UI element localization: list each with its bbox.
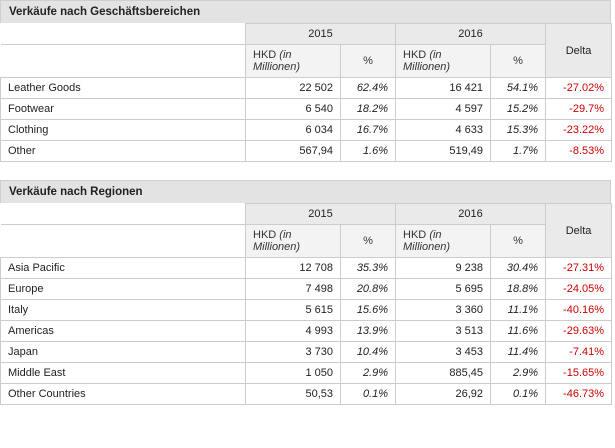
hkd-unit-label: (in Millionen) bbox=[403, 49, 451, 73]
table-header-units bbox=[1, 225, 612, 258]
table-row bbox=[1, 78, 612, 99]
cell-delta: -15.65% bbox=[546, 363, 612, 384]
hkd-label: HKD bbox=[403, 49, 427, 61]
cell-hkd-2016: 885,45 bbox=[396, 363, 491, 384]
row-label: Other Countries bbox=[1, 384, 246, 405]
hkd-label: HKD bbox=[403, 229, 427, 241]
cell-delta: -27.02% bbox=[546, 78, 612, 99]
header-pct-2015: % bbox=[341, 45, 396, 78]
cell-pct-2016: 0.1% bbox=[491, 384, 546, 405]
cell-pct-2015: 2.9% bbox=[341, 363, 396, 384]
cell-hkd-2015: 1 050 bbox=[246, 363, 341, 384]
cell-delta: -24.05% bbox=[546, 279, 612, 300]
cell-hkd-2016: 4 597 bbox=[396, 99, 491, 120]
header-corner-blank bbox=[1, 204, 246, 225]
table-row bbox=[1, 321, 612, 342]
table-row bbox=[1, 342, 612, 363]
row-label: Japan bbox=[1, 342, 246, 363]
table-row bbox=[1, 99, 612, 120]
cell-delta: -29.63% bbox=[546, 321, 612, 342]
table-row bbox=[1, 258, 612, 279]
hkd-label: HKD bbox=[253, 49, 277, 61]
table-row bbox=[1, 384, 612, 405]
cell-hkd-2016: 26,92 bbox=[396, 384, 491, 405]
cell-pct-2016: 11.6% bbox=[491, 321, 546, 342]
cell-pct-2015: 20.8% bbox=[341, 279, 396, 300]
header-pct-2016: % bbox=[491, 45, 546, 78]
header-year-2015: 2015 bbox=[246, 204, 396, 225]
cell-pct-2016: 2.9% bbox=[491, 363, 546, 384]
row-label: Leather Goods bbox=[1, 78, 246, 99]
cell-pct-2015: 13.9% bbox=[341, 321, 396, 342]
cell-hkd-2016: 3 513 bbox=[396, 321, 491, 342]
header-year-2016: 2016 bbox=[396, 204, 546, 225]
cell-delta: -46.73% bbox=[546, 384, 612, 405]
cell-pct-2015: 18.2% bbox=[341, 99, 396, 120]
cell-pct-2016: 15.2% bbox=[491, 99, 546, 120]
cell-delta: -8.53% bbox=[546, 141, 612, 162]
cell-hkd-2015: 567,94 bbox=[246, 141, 341, 162]
cell-delta: -7.41% bbox=[546, 342, 612, 363]
cell-hkd-2016: 5 695 bbox=[396, 279, 491, 300]
hkd-unit-label: (in Millionen) bbox=[253, 229, 301, 253]
header-corner-blank-2 bbox=[1, 45, 246, 78]
cell-hkd-2015: 7 498 bbox=[246, 279, 341, 300]
cell-pct-2015: 1.6% bbox=[341, 141, 396, 162]
hkd-unit-label: (in Millionen) bbox=[403, 229, 451, 253]
cell-hkd-2016: 3 360 bbox=[396, 300, 491, 321]
row-label: Footwear bbox=[1, 99, 246, 120]
table-header-years bbox=[1, 24, 612, 45]
row-label: Other bbox=[1, 141, 246, 162]
cell-hkd-2016: 519,49 bbox=[396, 141, 491, 162]
cell-hkd-2015: 22 502 bbox=[246, 78, 341, 99]
section-sales-by-region bbox=[0, 180, 611, 405]
table-row bbox=[1, 300, 612, 321]
header-year-2016: 2016 bbox=[396, 24, 546, 45]
header-corner-blank bbox=[1, 24, 246, 45]
cell-pct-2016: 30.4% bbox=[491, 258, 546, 279]
cell-pct-2015: 62.4% bbox=[341, 78, 396, 99]
cell-pct-2016: 15.3% bbox=[491, 120, 546, 141]
cell-hkd-2015: 50,53 bbox=[246, 384, 341, 405]
hkd-unit-label: (in Millionen) bbox=[253, 49, 301, 73]
cell-pct-2015: 15.6% bbox=[341, 300, 396, 321]
cell-hkd-2016: 3 453 bbox=[396, 342, 491, 363]
row-label: Europe bbox=[1, 279, 246, 300]
table-row bbox=[1, 141, 612, 162]
table-row bbox=[1, 120, 612, 141]
cell-hkd-2016: 9 238 bbox=[396, 258, 491, 279]
hkd-label: HKD bbox=[253, 229, 277, 241]
cell-hkd-2016: 4 633 bbox=[396, 120, 491, 141]
header-hkd-2016 bbox=[396, 45, 491, 78]
sales-by-business-area-table bbox=[0, 23, 612, 162]
sales-by-region-table bbox=[0, 203, 612, 405]
cell-pct-2015: 16.7% bbox=[341, 120, 396, 141]
cell-hkd-2015: 6 540 bbox=[246, 99, 341, 120]
header-year-2015: 2015 bbox=[246, 24, 396, 45]
table-row bbox=[1, 363, 612, 384]
section-sales-by-business-area bbox=[0, 0, 611, 162]
cell-hkd-2015: 5 615 bbox=[246, 300, 341, 321]
cell-delta: -29.7% bbox=[546, 99, 612, 120]
cell-hkd-2015: 4 993 bbox=[246, 321, 341, 342]
table-header-years bbox=[1, 204, 612, 225]
cell-hkd-2015: 6 034 bbox=[246, 120, 341, 141]
cell-delta: -40.16% bbox=[546, 300, 612, 321]
cell-pct-2016: 11.4% bbox=[491, 342, 546, 363]
table-header-units bbox=[1, 45, 612, 78]
cell-pct-2016: 1.7% bbox=[491, 141, 546, 162]
cell-hkd-2016: 16 421 bbox=[396, 78, 491, 99]
row-label: Italy bbox=[1, 300, 246, 321]
cell-pct-2015: 35.3% bbox=[341, 258, 396, 279]
cell-delta: -27.31% bbox=[546, 258, 612, 279]
cell-pct-2015: 10.4% bbox=[341, 342, 396, 363]
section-title: Verkäufe nach Regionen bbox=[0, 180, 611, 203]
cell-hkd-2015: 3 730 bbox=[246, 342, 341, 363]
section-title: Verkäufe nach Geschäftsbereichen bbox=[0, 0, 611, 23]
header-pct-2016: % bbox=[491, 225, 546, 258]
cell-pct-2016: 18.8% bbox=[491, 279, 546, 300]
cell-pct-2016: 54.1% bbox=[491, 78, 546, 99]
row-label: Middle East bbox=[1, 363, 246, 384]
cell-delta: -23.22% bbox=[546, 120, 612, 141]
cell-pct-2015: 0.1% bbox=[341, 384, 396, 405]
header-corner-blank-2 bbox=[1, 225, 246, 258]
header-delta: Delta bbox=[546, 204, 612, 258]
header-hkd-2015 bbox=[246, 225, 341, 258]
row-label: Clothing bbox=[1, 120, 246, 141]
row-label: Americas bbox=[1, 321, 246, 342]
header-hkd-2015 bbox=[246, 45, 341, 78]
cell-hkd-2015: 12 708 bbox=[246, 258, 341, 279]
cell-pct-2016: 11.1% bbox=[491, 300, 546, 321]
table-row bbox=[1, 279, 612, 300]
section-spacer bbox=[0, 162, 615, 180]
header-pct-2015: % bbox=[341, 225, 396, 258]
header-hkd-2016 bbox=[396, 225, 491, 258]
header-delta: Delta bbox=[546, 24, 612, 78]
row-label: Asia Pacific bbox=[1, 258, 246, 279]
